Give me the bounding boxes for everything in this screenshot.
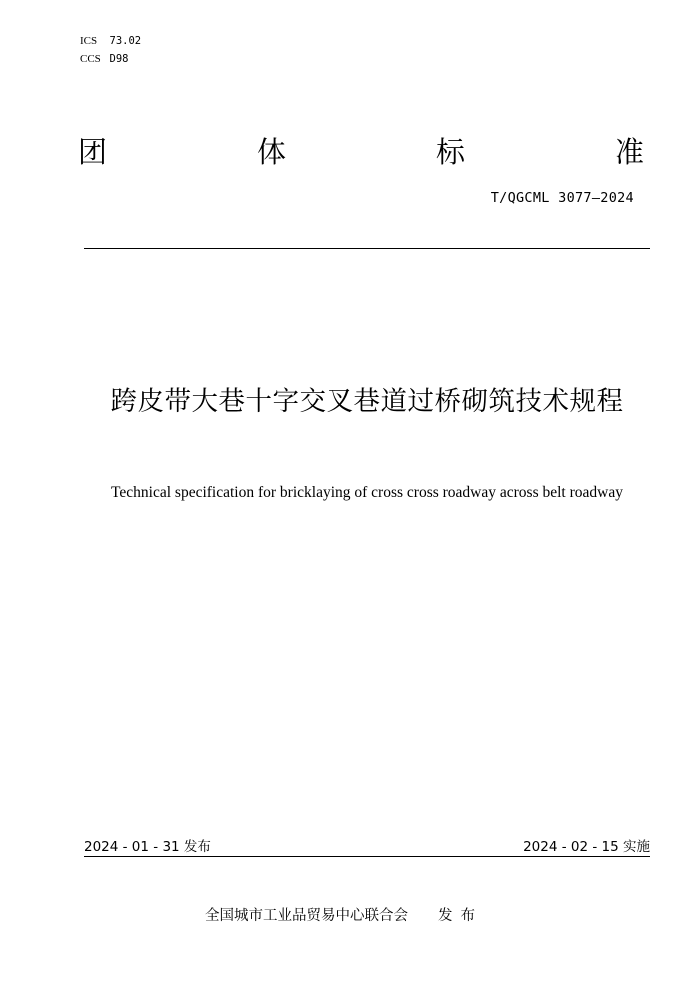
title-english: Technical specification for bricklaying of cross cross roadway across belt roadway <box>111 484 623 501</box>
ics-label: ICS <box>80 35 98 47</box>
ics-value: 73.02 <box>109 35 142 47</box>
publisher-line <box>205 904 483 925</box>
standard-type-heading <box>78 134 644 170</box>
publish-action: 发布 <box>438 908 483 924</box>
standard-type-char: 团 <box>78 135 108 169</box>
ccs-code <box>80 50 141 68</box>
title-chinese: 跨皮带大巷十字交叉巷道过桥砌筑技术规程 <box>110 386 624 417</box>
ccs-value: D98 <box>109 53 129 65</box>
standard-number: T/QGCML 3077—2024 <box>490 190 634 206</box>
standard-type-char: 标 <box>435 135 465 169</box>
ccs-label: CCS <box>80 53 101 65</box>
date-row <box>84 835 650 855</box>
standard-type-char: 准 <box>614 135 644 169</box>
publisher-name: 全国城市工业品贸易中心联合会 <box>205 908 408 924</box>
issue-date: 2024 - 01 - 31 发布 <box>84 839 211 855</box>
classification-codes <box>80 32 141 68</box>
standard-type-char: 体 <box>256 135 286 169</box>
top-divider <box>84 248 650 249</box>
bottom-divider <box>84 856 650 857</box>
ics-code <box>80 32 141 50</box>
implementation-date: 2024 - 02 - 15 实施 <box>523 839 650 855</box>
